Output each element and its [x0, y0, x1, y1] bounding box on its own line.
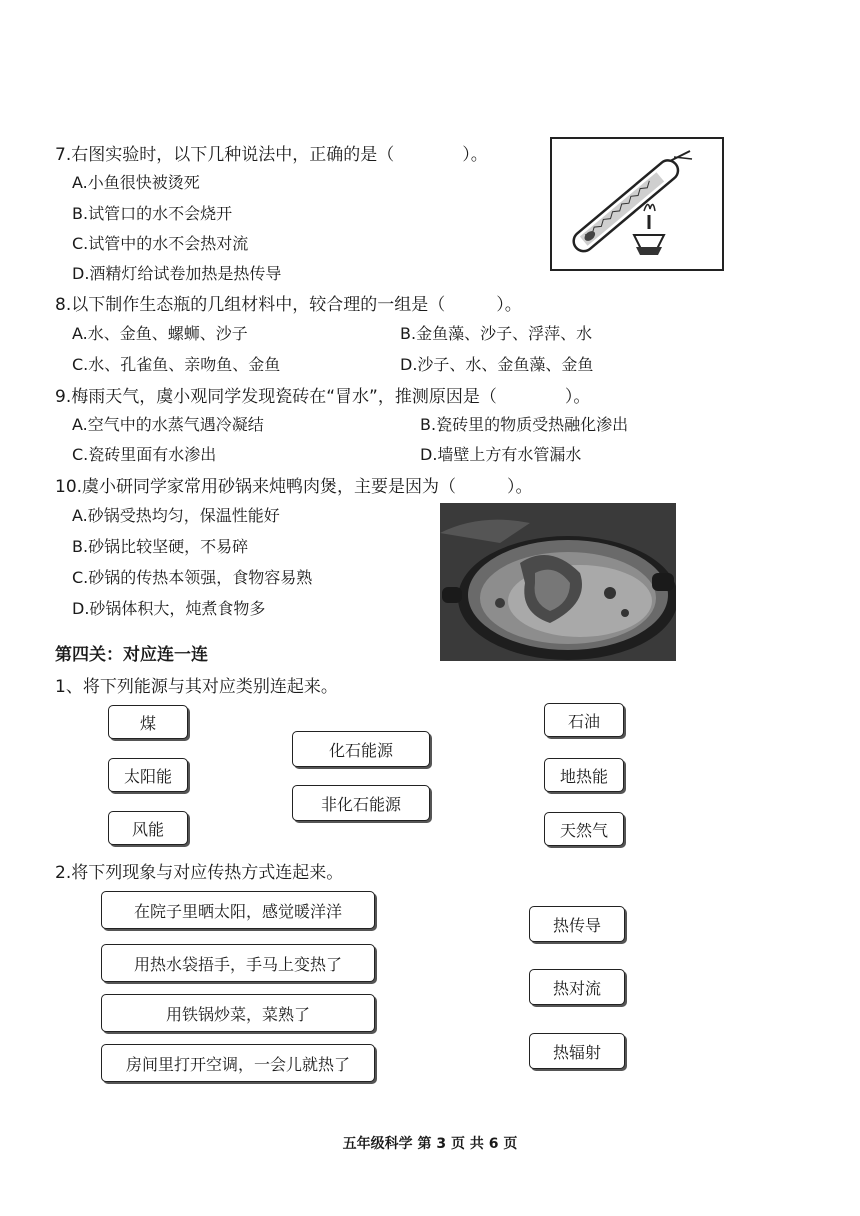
q10-option-c: C.砂锅的传热本领强，食物容易熟: [72, 568, 313, 587]
energy-oil-box[interactable]: 石油: [544, 703, 624, 737]
q9-option-c: C.瓷砖里面有水渗出: [72, 445, 217, 464]
match1-stem: 1、将下列能源与其对应类别连起来。: [55, 677, 338, 697]
q7-option-c: C.试管中的水不会热对流: [72, 234, 249, 253]
clay-pot-icon: [440, 503, 676, 661]
energy-coal-box[interactable]: 煤: [108, 705, 188, 739]
q10-option-b: B.砂锅比较坚硬，不易碎: [72, 537, 249, 556]
page-footer: 五年级科学 第 3 页 共 6 页: [342, 1136, 518, 1152]
q7-option-a: A.小鱼很快被烫死: [72, 173, 200, 192]
energy-wind-box[interactable]: 风能: [108, 811, 188, 845]
q8-option-c: C.水、孔雀鱼、亲吻鱼、金鱼: [72, 355, 281, 374]
test-tube-figure: [550, 137, 724, 271]
section-title: 第四关：对应连一连: [55, 645, 208, 665]
test-tube-burner-icon: [552, 139, 722, 269]
q8-stem: 8.以下制作生态瓶的几组材料中，较合理的一组是（ ）。: [55, 295, 522, 315]
q8-option-b: B.金鱼藻、沙子、浮萍、水: [400, 324, 593, 343]
q8-option-a: A.水、金鱼、螺蛳、沙子: [72, 324, 248, 343]
phenomenon-hot-water-bag-box[interactable]: 用热水袋捂手，手马上变热了: [101, 944, 375, 982]
q7-option-b: B.试管口的水不会烧开: [72, 204, 233, 223]
q9-option-b: B.瓷砖里的物质受热融化渗出: [420, 415, 629, 434]
method-convection-box[interactable]: 热对流: [529, 969, 625, 1005]
energy-solar-box[interactable]: 太阳能: [108, 758, 188, 792]
q10-option-d: D.砂锅体积大，炖煮食物多: [72, 599, 266, 618]
match2-stem: 2.将下列现象与对应传热方式连起来。: [55, 863, 344, 883]
category-fossil-box[interactable]: 化石能源: [292, 731, 430, 767]
q8-option-d: D.沙子、水、金鱼藻、金鱼: [400, 355, 594, 374]
phenomenon-iron-wok-box[interactable]: 用铁锅炒菜，菜熟了: [101, 994, 375, 1032]
energy-geothermal-box[interactable]: 地热能: [544, 758, 624, 792]
q10-stem: 10.虞小研同学家常用砂锅来炖鸭肉煲，主要是因为（ ）。: [55, 477, 533, 497]
q9-option-a: A.空气中的水蒸气遇冷凝结: [72, 415, 264, 434]
phenomenon-air-conditioner-box[interactable]: 房间里打开空调，一会儿就热了: [101, 1044, 375, 1082]
q7-option-d: D.酒精灯给试卷加热是热传导: [72, 264, 282, 283]
q9-option-d: D.墙壁上方有水管漏水: [420, 445, 582, 464]
energy-natural-gas-box[interactable]: 天然气: [544, 812, 624, 846]
clay-pot-photo: [440, 503, 676, 661]
category-nonfossil-box[interactable]: 非化石能源: [292, 785, 430, 821]
method-radiation-box[interactable]: 热辐射: [529, 1033, 625, 1069]
phenomenon-sunbathing-box[interactable]: 在院子里晒太阳，感觉暖洋洋: [101, 891, 375, 929]
method-conduction-box[interactable]: 热传导: [529, 906, 625, 942]
q9-stem: 9.梅雨天气，虞小观同学发现瓷砖在“冒水”，推测原因是（ ）。: [55, 387, 591, 407]
q10-option-a: A.砂锅受热均匀，保温性能好: [72, 506, 280, 525]
q7-stem: 7.右图实验时，以下几种说法中，正确的是（ ）。: [55, 145, 488, 165]
